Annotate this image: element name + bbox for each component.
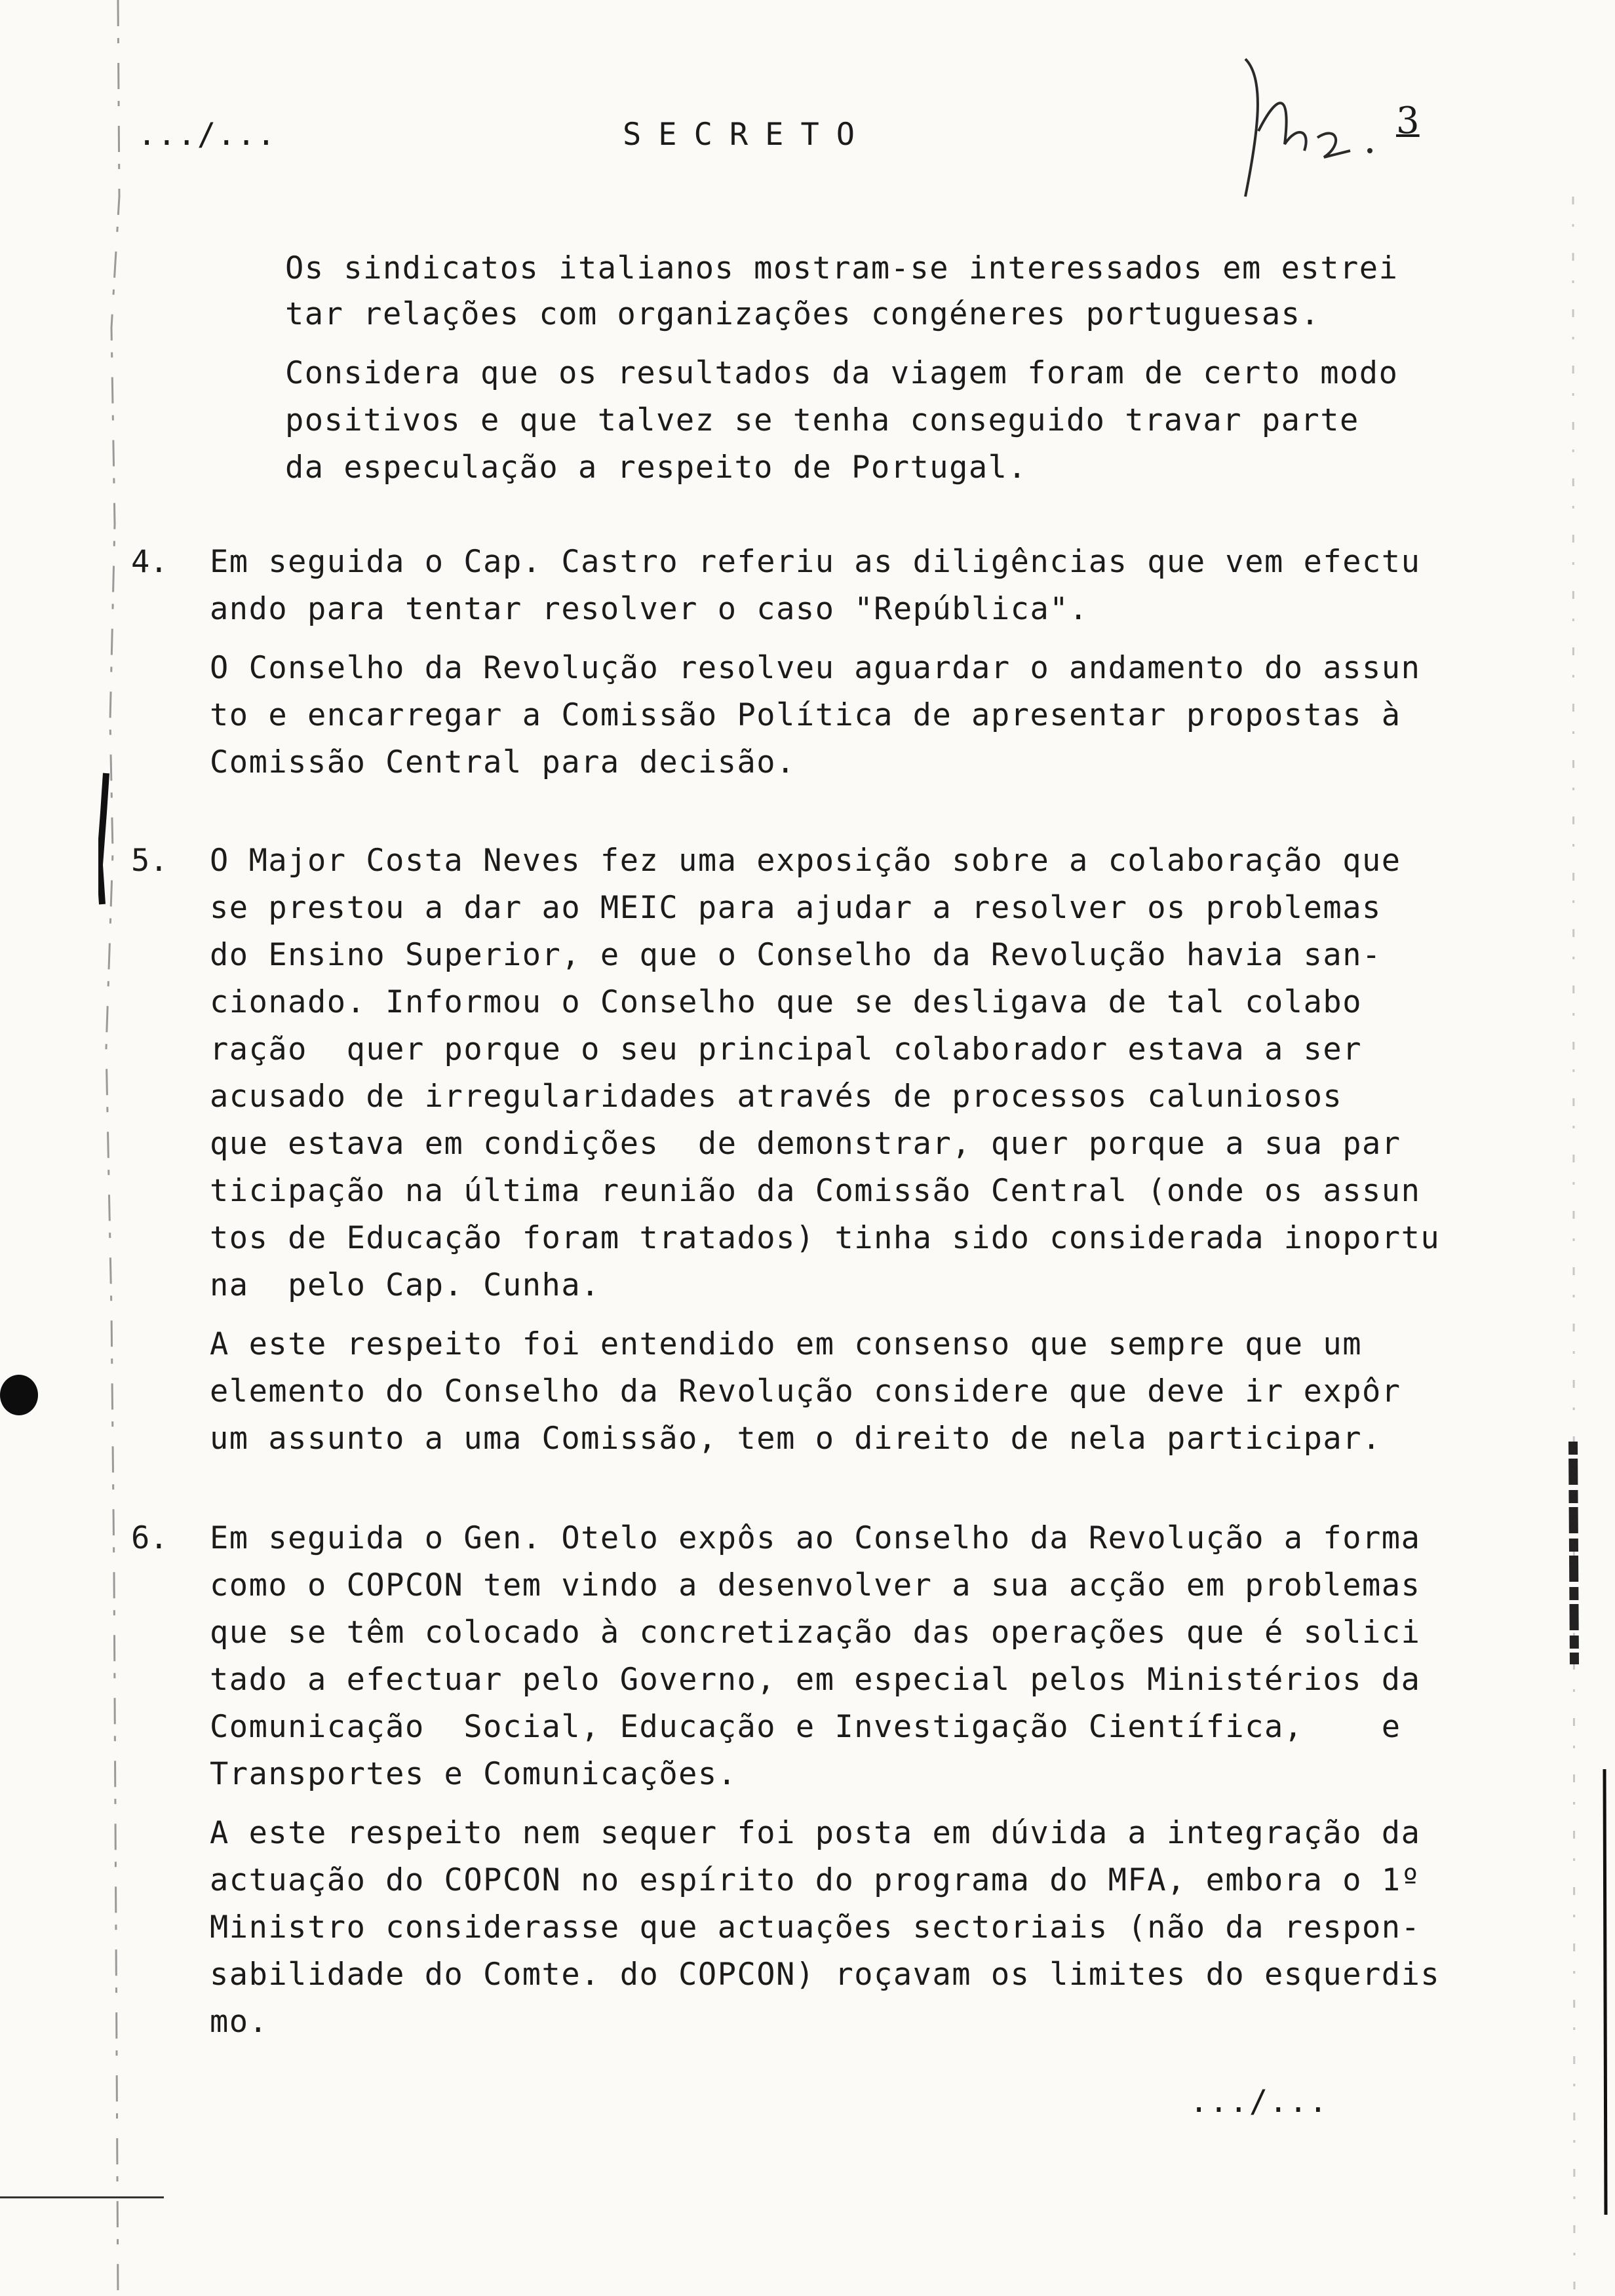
text-line: A este respeito nem sequer foi posta em dúvida a integração da [210,1815,1421,1851]
text-line: Transportes e Comunicações. [210,1756,737,1792]
text-line: da especulação a respeito de Portugal. [285,450,1028,486]
text-line: elemento do Conselho da Revolução considere que deve ir expôr [210,1373,1401,1409]
text-line: Ministro considerasse que actuações sectoriais (não da respon- [210,1909,1421,1945]
punch-hole [0,1375,38,1415]
item-number: 5. [131,843,168,879]
text-line: O Major Costa Neves fez uma exposição sobre a colaboração que [210,843,1401,879]
text-line: como o COPCON tem vindo a desenvolver a sua acção em problemas [210,1567,1421,1603]
text-line: actuação do COPCON no espírito do programa do MFA, embora o 1º [210,1862,1421,1898]
text-line: O Conselho da Revolução resolveu aguardar o andamento do assun [210,650,1421,686]
footer-rule [0,2196,164,2198]
text-line: ração quer porque o seu principal colaborador estava a ser [210,1031,1362,1067]
page-number: 3 [1396,100,1420,142]
handwritten-initials [1219,52,1390,210]
text-line: to e encarregar a Comissão Política de apresentar propostas à [210,697,1401,733]
text-line: Em seguida o Gen. Otelo expôs ao Conselho da Revolução a forma [210,1520,1421,1556]
scan-edge-left [98,0,138,2296]
text-line: que estava em condições de demonstrar, quer porque a sua par [210,1126,1401,1162]
text-line: um assunto a uma Comissão, tem o direito de nela participar. [210,1421,1382,1457]
text-line: Considera que os resultados da viagem foram de certo modo [285,355,1399,391]
text-line: se prestou a dar ao MEIC para ajudar a resolver os problemas [210,890,1382,926]
text-line: ticipação na última reunião da Comissão Central (onde os assun [210,1173,1421,1209]
text-line: que se têm colocado à concretização das operações que é solici [210,1615,1421,1651]
continuation-marker-top: .../... [138,117,277,153]
text-line: tado a efectuar pelo Governo, em especial pelos Ministérios da [210,1662,1421,1698]
text-line: cionado. Informou o Conselho que se desligava de tal colabo [210,984,1362,1020]
text-line: do Ensino Superior, e que o Conselho da Revolução havia san- [210,937,1382,973]
item-number: 6. [131,1520,168,1556]
classification-heading: SECRETO [623,117,872,153]
text-line: tar relações com organizações congéneres portuguesas. [285,296,1321,332]
text-line: tos de Educação foram tratados) tinha sido considerada inoportu [210,1220,1441,1256]
text-line: positivos e que talvez se tenha conseguido travar parte [285,402,1359,438]
text-line: ando para tentar resolver o caso "República". [210,591,1089,627]
text-line: A este respeito foi entendido em consenso que sempre que um [210,1326,1362,1362]
text-line: sabilidade do Comte. do COPCON) roçavam os limites do esquerdis [210,1957,1441,1993]
text-line: mo. [210,2004,269,2040]
text-line: na pelo Cap. Cunha. [210,1267,600,1303]
text-line: Os sindicatos italianos mostram-se interessados em estrei [285,250,1399,286]
text-line: Comissão Central para decisão. [210,744,796,780]
item-number: 4. [131,544,168,580]
text-line: Em seguida o Cap. Castro referiu as diligências que vem efectu [210,544,1421,580]
continuation-marker-bottom: .../... [1190,2084,1329,2120]
scan-edge-right [1527,0,1615,2296]
text-line: acusado de irregularidades através de processos caluniosos [210,1079,1343,1115]
text-line: Comunicação Social, Educação e Investigação Científica, e [210,1709,1401,1745]
